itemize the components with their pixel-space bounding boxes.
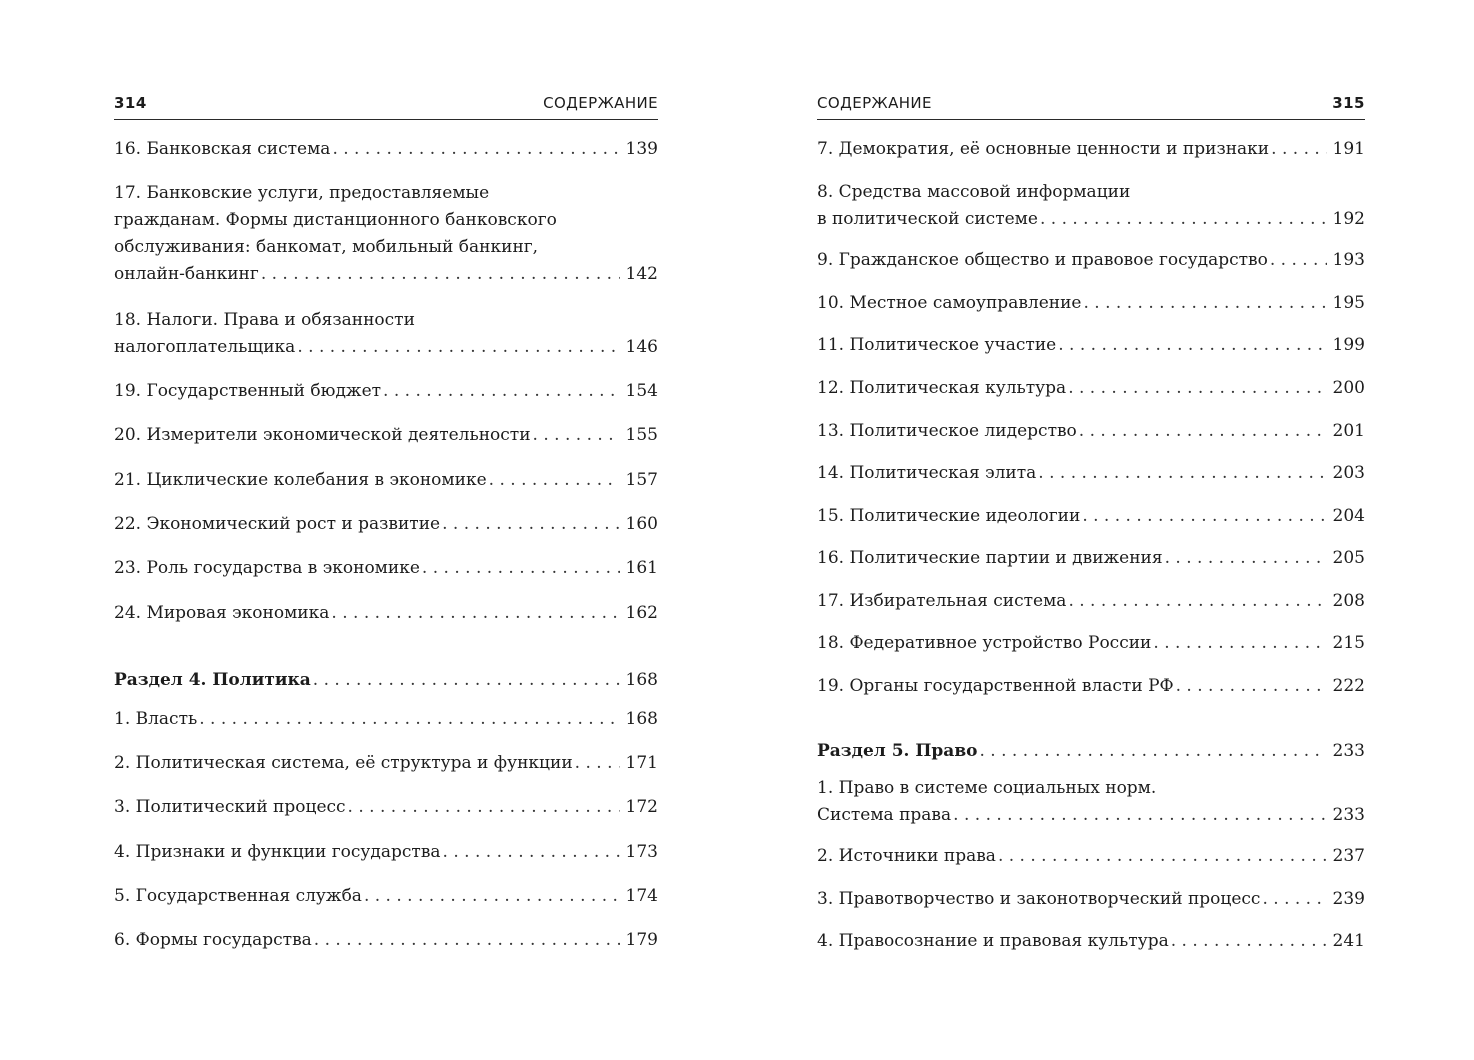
toc-entry (817, 247, 1365, 274)
dot-leader (1171, 928, 1327, 955)
toc-entry-title-line: 3. Правотворчество и законотворческий процесс (817, 889, 1261, 909)
toc-page-number: 239 (1332, 889, 1365, 909)
toc-page-number: 154 (625, 381, 658, 401)
toc-entry (817, 290, 1365, 317)
dot-leader (313, 667, 620, 694)
dot-leader (314, 927, 620, 954)
toc-page-number: 142 (625, 264, 658, 284)
toc-entry-title-line: 16. Политические партии и движения (817, 548, 1163, 568)
toc-section-heading (817, 738, 1365, 765)
toc-entry-title-line: Система права (817, 805, 952, 825)
toc-entry-title-line: налогоплательщика (114, 337, 296, 357)
toc-page-number: 195 (1332, 293, 1365, 313)
toc-page-number: 179 (625, 930, 658, 950)
toc-entry-title-line: 14. Политическая элита (817, 463, 1037, 483)
toc-entry-title-line: 19. Органы государственной власти РФ (817, 676, 1174, 696)
dot-leader (1058, 332, 1326, 359)
toc-entry-title-line: 7. Демократия, её основные ценности и признаки (817, 139, 1270, 159)
dot-leader (1165, 545, 1327, 572)
toc-page-number: 204 (1332, 506, 1365, 526)
dot-leader (331, 600, 619, 627)
toc-entry (817, 179, 1365, 233)
toc-entry-title-line: 18. Налоги. Права и обязанности (114, 310, 415, 330)
toc-entry (817, 775, 1365, 829)
toc-page-number: 162 (625, 603, 658, 623)
dot-leader (1038, 460, 1326, 487)
toc-entry-title-line: 3. Политический процесс (114, 797, 346, 817)
dot-leader (1083, 290, 1326, 317)
toc-entry (114, 839, 658, 866)
toc-page-number: 193 (1332, 250, 1365, 270)
dot-leader (998, 843, 1327, 870)
dot-leader (364, 883, 620, 910)
toc-entry-title-line: Раздел 5. Право (817, 741, 978, 761)
toc-page-number: 146 (625, 337, 658, 357)
toc-entry (817, 545, 1365, 572)
toc-entry-title-line: 10. Местное самоуправление (817, 293, 1082, 313)
dot-leader (1082, 503, 1326, 530)
toc-entry (114, 180, 658, 288)
toc-page-number: 155 (625, 425, 658, 445)
dot-leader (1271, 136, 1326, 163)
right-page-header (817, 88, 1365, 120)
toc-entry (114, 706, 658, 733)
toc-page-number: 172 (625, 797, 658, 817)
toc-page-number: 161 (625, 558, 658, 578)
toc-entry-title-line: 17. Избирательная система (817, 591, 1067, 611)
toc-entry (817, 630, 1365, 657)
toc-entry-title-line: 24. Мировая экономика (114, 603, 330, 623)
toc-entry-title-line: гражданам. Формы дистанционного банковского (114, 210, 557, 230)
toc-page-number: 215 (1332, 633, 1365, 653)
toc-entry-title-line: 9. Гражданское общество и правовое государство (817, 250, 1268, 270)
toc-entry-title-line: 17. Банковские услуги, предоставляемые (114, 183, 490, 203)
toc-entry-title-line: 15. Политические идеологии (817, 506, 1081, 526)
toc-page-number: 199 (1332, 335, 1365, 355)
toc-page-number: 208 (1332, 591, 1365, 611)
toc-entry-title-line: 2. Источники права (817, 846, 996, 866)
dot-leader (422, 555, 620, 582)
toc-page-number: 205 (1332, 548, 1365, 568)
dot-leader (953, 802, 1326, 829)
toc-entry (817, 460, 1365, 487)
running-head: СОДЕРЖАНИЕ (817, 94, 932, 112)
toc-page-number: 173 (625, 842, 658, 862)
dot-leader (1262, 886, 1326, 913)
toc-entry (114, 794, 658, 821)
dot-leader (1270, 247, 1327, 274)
dot-leader (1068, 375, 1326, 402)
toc-entry-title-line: 4. Правосознание и правовая культура (817, 931, 1169, 951)
dot-leader (1040, 206, 1327, 233)
dot-leader (348, 794, 620, 821)
toc-entry-title-line: 23. Роль государства в экономике (114, 558, 420, 578)
toc-page-number: 203 (1332, 463, 1365, 483)
dot-leader (1068, 588, 1326, 615)
toc-entry-title-line: 13. Политическое лидерство (817, 421, 1077, 441)
dot-leader (979, 738, 1326, 765)
toc-page-number: 139 (625, 139, 658, 159)
toc-entry (817, 673, 1365, 700)
toc-entry (114, 555, 658, 582)
toc-entry-title-line: 2. Политическая система, её структура и функции (114, 753, 573, 773)
toc-entry-title-line: онлайн-банкинг (114, 264, 259, 284)
toc-entry (114, 927, 658, 954)
toc-entry-title-line: в политической системе (817, 209, 1038, 229)
toc-entry (817, 503, 1365, 530)
toc-page-number: 168 (625, 709, 658, 729)
toc-entry (817, 843, 1365, 870)
toc-page-number: 241 (1332, 931, 1365, 951)
dot-leader (199, 706, 619, 733)
toc-entry (114, 883, 658, 910)
toc-entry (114, 422, 658, 449)
toc-page-number: 222 (1332, 676, 1365, 696)
toc-section-heading (114, 667, 658, 694)
toc-entry (114, 467, 658, 494)
toc-page-number: 201 (1332, 421, 1365, 441)
page-number: 315 (1332, 94, 1365, 112)
toc-entry (817, 375, 1365, 402)
toc-entry-title-line: 16. Банковская система (114, 139, 331, 159)
dot-leader (533, 422, 620, 449)
toc-entry-title-line: 18. Федеративное устройство России (817, 633, 1152, 653)
toc-entry (817, 136, 1365, 163)
dot-leader (442, 511, 619, 538)
dot-leader (261, 261, 620, 288)
toc-page-number: 174 (625, 886, 658, 906)
running-head: СОДЕРЖАНИЕ (543, 94, 658, 112)
toc-entry (817, 886, 1365, 913)
toc-entry-title-line: 6. Формы государства (114, 930, 312, 950)
dot-leader (443, 839, 620, 866)
toc-entry-title-line: Раздел 4. Политика (114, 670, 311, 690)
toc-entry (114, 511, 658, 538)
toc-entry-title-line: 1. Власть (114, 709, 198, 729)
dot-leader (575, 750, 620, 777)
toc-page-number: 168 (625, 670, 658, 690)
dot-leader (383, 378, 620, 405)
toc-entry-title-line: 20. Измерители экономической деятельности (114, 425, 531, 445)
toc-page-number: 237 (1332, 846, 1365, 866)
toc-entry (817, 928, 1365, 955)
toc-entry-title-line: 19. Государственный бюджет (114, 381, 382, 401)
dot-leader (1079, 418, 1327, 445)
toc-entry (114, 136, 658, 163)
toc-entry-title-line: 11. Политическое участие (817, 335, 1057, 355)
toc-entry-title-line: 5. Государственная служба (114, 886, 362, 906)
toc-entry-title-line: 4. Признаки и функции государства (114, 842, 441, 862)
toc-entry (817, 418, 1365, 445)
toc-entry-title-line: обслуживания: банкомат, мобильный банкинг, (114, 237, 539, 257)
dot-leader (489, 467, 620, 494)
toc-page-number: 171 (625, 753, 658, 773)
toc-entry (114, 600, 658, 627)
toc-entry (114, 750, 658, 777)
dot-leader (297, 334, 619, 361)
dot-leader (1176, 673, 1327, 700)
toc-page-number: 233 (1332, 741, 1365, 761)
toc-entry-title-line: 1. Право в системе социальных норм. (817, 778, 1157, 798)
toc-entry (817, 588, 1365, 615)
page-number: 314 (114, 94, 147, 112)
toc-page-number: 192 (1332, 209, 1365, 229)
toc-entry-title-line: 22. Экономический рост и развитие (114, 514, 441, 534)
toc-entry (114, 378, 658, 405)
toc-entry-title-line: 21. Циклические колебания в экономике (114, 470, 487, 490)
toc-page-number: 191 (1332, 139, 1365, 159)
toc-page-number: 160 (625, 514, 658, 534)
toc-entry (817, 332, 1365, 359)
toc-page-number: 157 (625, 470, 658, 490)
toc-entry-title-line: 8. Средства массовой информации (817, 182, 1131, 202)
toc-page-number: 200 (1332, 378, 1365, 398)
toc-page-number: 233 (1332, 805, 1365, 825)
toc-entry-title-line: 12. Политическая культура (817, 378, 1067, 398)
dot-leader (1153, 630, 1326, 657)
toc-entry (114, 307, 658, 361)
left-page-header (114, 88, 658, 120)
dot-leader (332, 136, 619, 163)
